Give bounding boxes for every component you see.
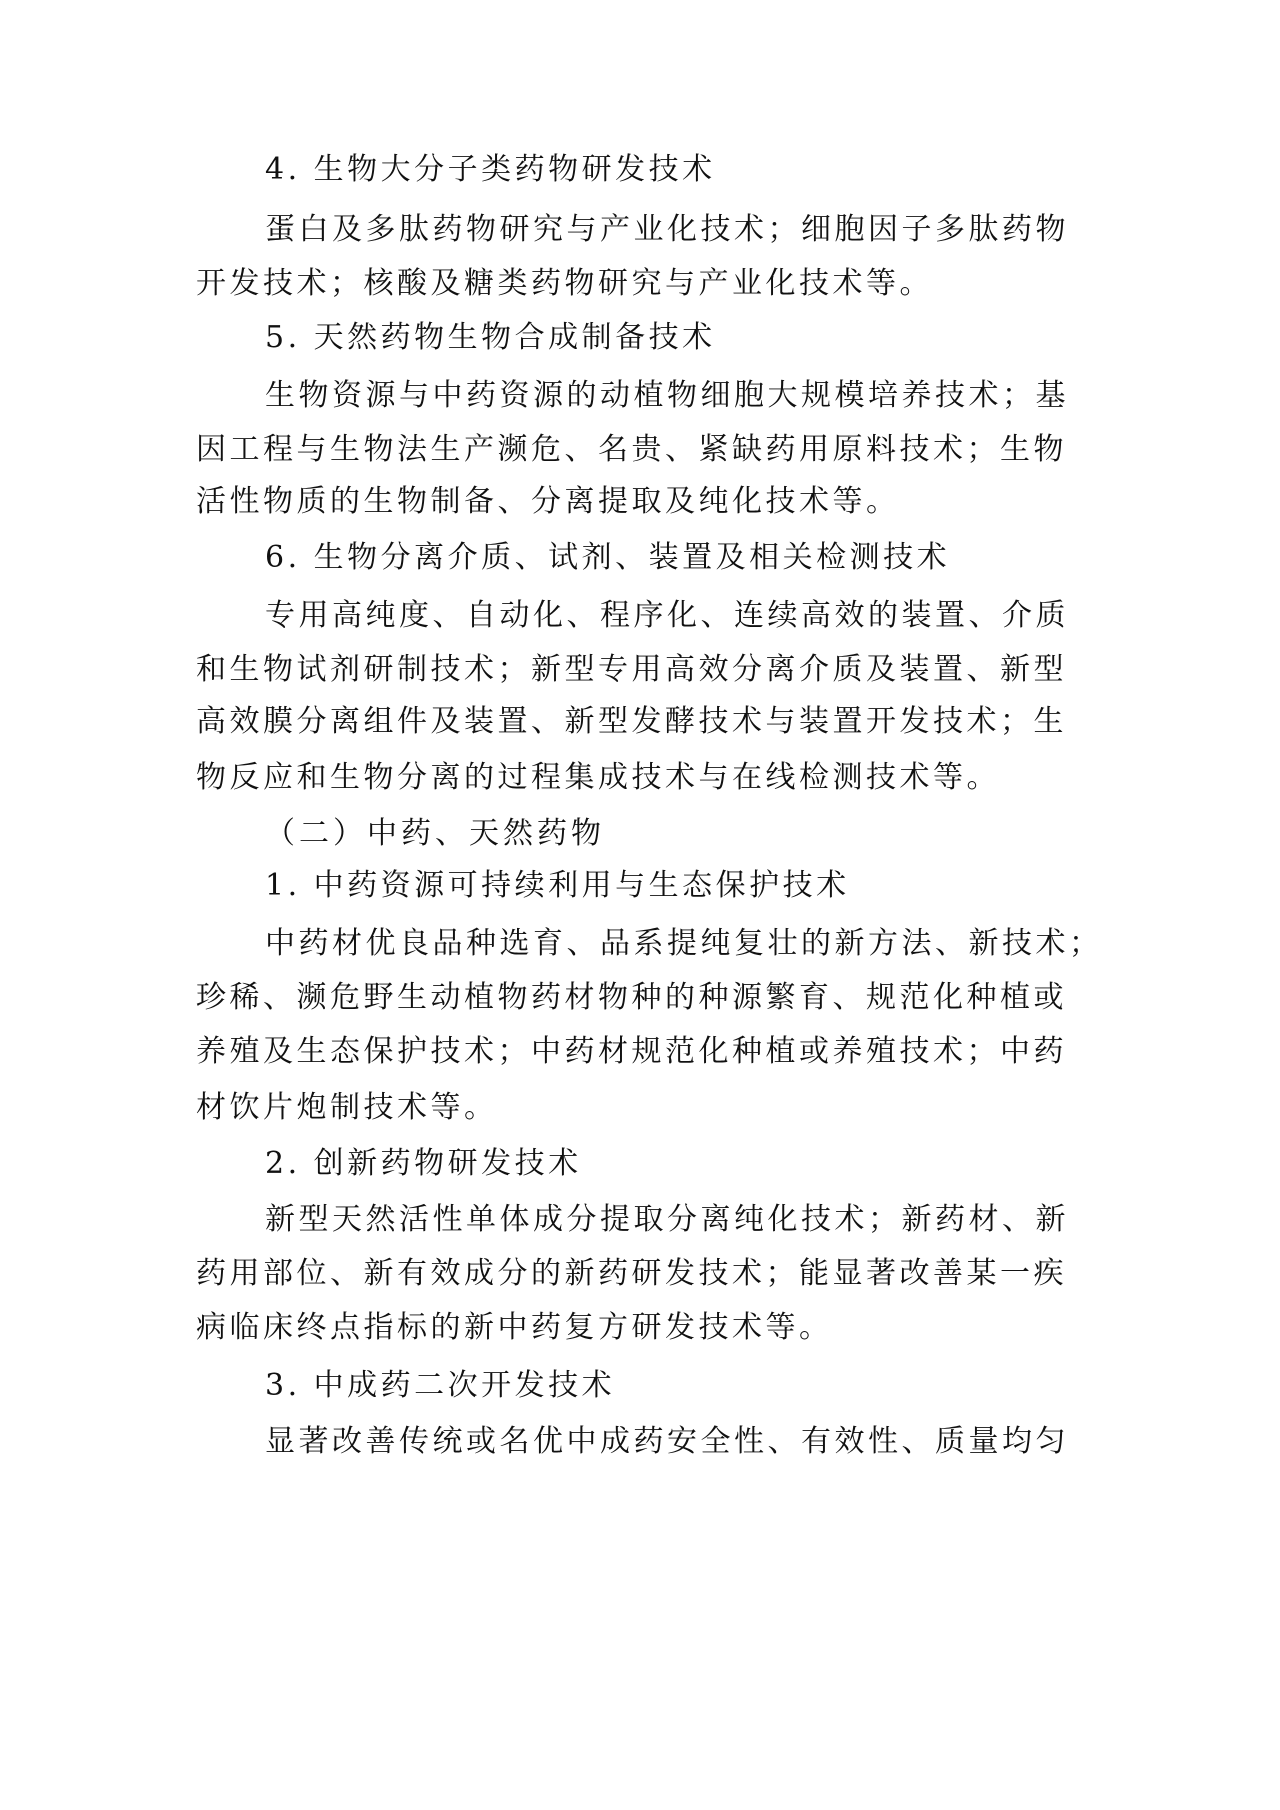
paragraph-line: 中药材优良品种选育、品系提纯复壮的新方法、新技术； [265, 926, 1103, 961]
paragraph-line: 物反应和生物分离的过程集成技术与在线检测技术等。 [196, 760, 1000, 795]
heading-item-6: 6. 生物分离介质、试剂、装置及相关检测技术 [265, 540, 951, 575]
paragraph-line: 病临床终点指标的新中药复方研发技术等。 [196, 1310, 833, 1345]
paragraph-line: 生物资源与中药资源的动植物细胞大规模培养技术；基 [265, 378, 1069, 413]
paragraph-line: 养殖及生态保护技术；中药材规范化种植或养殖技术；中药 [196, 1034, 1067, 1069]
paragraph-line: 开发技术；核酸及糖类药物研究与产业化技术等。 [196, 266, 933, 301]
heading-item-3: 3. 中成药二次开发技术 [265, 1368, 616, 1403]
paragraph-line: 新型天然活性单体成分提取分离纯化技术；新药材、新 [265, 1202, 1069, 1237]
paragraph-line: 专用高纯度、自动化、程序化、连续高效的装置、介质 [265, 598, 1069, 633]
heading-item-2: 2. 创新药物研发技术 [265, 1146, 582, 1181]
paragraph-line: 蛋白及多肽药物研究与产业化技术；细胞因子多肽药物 [265, 212, 1069, 247]
paragraph-line: 药用部位、新有效成分的新药研发技术；能显著改善某一疾 [196, 1256, 1067, 1291]
paragraph-line: 显著改善传统或名优中成药安全性、有效性、质量均匀 [265, 1424, 1069, 1459]
paragraph-line: 珍稀、濒危野生动植物药材物种的种源繁育、规范化种植或 [196, 980, 1067, 1015]
paragraph-line: 高效膜分离组件及装置、新型发酵技术与装置开发技术；生 [196, 704, 1067, 739]
heading-item-1: 1. 中药资源可持续利用与生态保护技术 [265, 868, 850, 903]
paragraph-line: 活性物质的生物制备、分离提取及纯化技术等。 [196, 484, 900, 519]
paragraph-line: 因工程与生物法生产濒危、名贵、紧缺药用原料技术；生物 [196, 432, 1067, 467]
heading-item-5: 5. 天然药物生物合成制备技术 [265, 320, 716, 355]
paragraph-line: 材饮片炮制技术等。 [196, 1090, 498, 1125]
section-heading-2: （二）中药、天然药物 [265, 816, 605, 851]
paragraph-line: 和生物试剂研制技术；新型专用高效分离介质及装置、新型 [196, 652, 1067, 687]
heading-item-4: 4. 生物大分子类药物研发技术 [265, 152, 716, 187]
